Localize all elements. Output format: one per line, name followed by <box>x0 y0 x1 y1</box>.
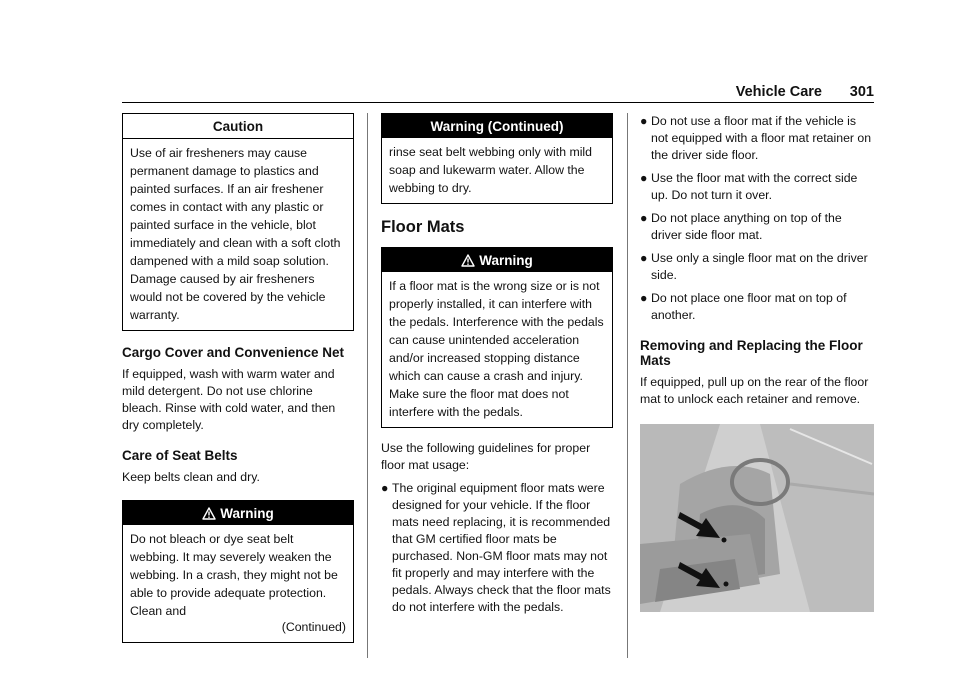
bullet-icon: ● <box>640 211 648 225</box>
bullet-icon: ● <box>640 171 648 185</box>
list-item <box>640 210 874 244</box>
warning-body <box>123 525 353 642</box>
bullet-icon: ● <box>640 251 648 265</box>
warning-text: Do not bleach or dye seat belt webbing. It may severely weaken the webbing. In a crash, they might not be able to provide adequate protection. Clean and <box>130 532 338 618</box>
warning-continued-box <box>381 113 613 204</box>
cargo-heading: Cargo Cover and Convenience Net <box>122 345 345 360</box>
warning-header <box>123 501 353 525</box>
cargo-text: If equipped, wash with warm water and mild detergent. Do not use chlorine bleach. Rinse with cold water, and then dry completely. <box>122 367 336 432</box>
column-divider <box>367 113 368 658</box>
list-item-text: Do not place one floor mat on top of another. <box>651 291 847 322</box>
list-item <box>640 113 874 164</box>
list-item <box>381 480 613 616</box>
floor-mat-retainer-illustration <box>640 424 874 612</box>
removing-heading: Removing and Replacing the Floor Mats <box>640 338 863 368</box>
warning-continued-title: Warning (Continued) <box>382 114 612 138</box>
seat-belts-text: Keep belts clean and dry. <box>122 470 260 484</box>
floor-mats-warning-text: If a floor mat is the wrong size or is not properly installed, it can interfere with the pedals. Interference with the pedals can cause unintended acceleration and/or increased stopping distance which can cause a crash and injury. Make sure the floor mat does not interfere with the pedals. <box>389 279 604 419</box>
floor-mats-warning-box <box>381 247 613 428</box>
page-header <box>122 84 874 103</box>
warning-header <box>382 248 612 272</box>
caution-box <box>122 113 354 331</box>
floor-mats-heading: Floor Mats <box>381 218 465 236</box>
guidelines-list-continued <box>640 113 874 324</box>
list-item-text: Use only a single floor mat on the driver side. <box>651 251 868 282</box>
caution-title: Caution <box>212 119 264 134</box>
list-item <box>640 290 874 324</box>
warning-triangle-icon <box>202 507 216 520</box>
list-item <box>640 250 874 284</box>
list-item <box>640 170 874 204</box>
page-number: 301 <box>849 84 874 100</box>
warning-title: Warning <box>479 253 533 268</box>
list-item-text: Do not use a floor mat if the vehicle is not equipped with a floor mat retainer on the driver side floor. <box>651 114 872 162</box>
guidelines-list <box>381 480 613 616</box>
warning-triangle-icon <box>461 254 475 267</box>
seat-belts-heading: Care of Seat Belts <box>122 448 238 463</box>
removing-text: If equipped, pull up on the rear of the floor mat to unlock each retainer and remove. <box>640 375 869 406</box>
column-2 <box>381 113 613 622</box>
section-title: Vehicle Care <box>735 84 822 100</box>
guidelines-text: Use the following guidelines for proper floor mat usage: <box>381 441 591 472</box>
list-item-text: The original equipment floor mats were designed for your vehicle. If the floor mats need replacing, it is recommended that GM certified floor mats be purchased. Non-GM floor mats may not fit properly and may interfere with the pedals. Always check that the floor mats do not interfere with the pedals. <box>392 481 611 614</box>
warning-continued-text: rinse seat belt webbing only with mild soap and lukewarm water. Allow the webbing to dry. <box>389 145 593 195</box>
warning-box <box>122 500 354 643</box>
list-item-text: Do not place anything on top of the driver side floor mat. <box>651 211 842 242</box>
continued-label: (Continued) <box>281 620 346 634</box>
bullet-icon: ● <box>640 291 648 305</box>
bullet-icon: ● <box>640 114 648 128</box>
column-3 <box>640 113 874 617</box>
bullet-icon: ● <box>381 481 389 495</box>
column-divider <box>627 113 628 658</box>
column-1 <box>122 113 354 643</box>
list-item-text: Use the floor mat with the correct side up. Do not turn it over. <box>651 171 858 202</box>
warning-title: Warning <box>220 506 274 521</box>
caution-text: Use of air fresheners may cause permanent damage to plastics and painted surfaces. If an air freshener comes in contact with any plastic or painted surface in the vehicle, blot immediately and clean with a soft cloth dampened with a mild soap solution. Damage caused by air fresheners would not be covered by the vehicle warranty. <box>123 138 353 330</box>
